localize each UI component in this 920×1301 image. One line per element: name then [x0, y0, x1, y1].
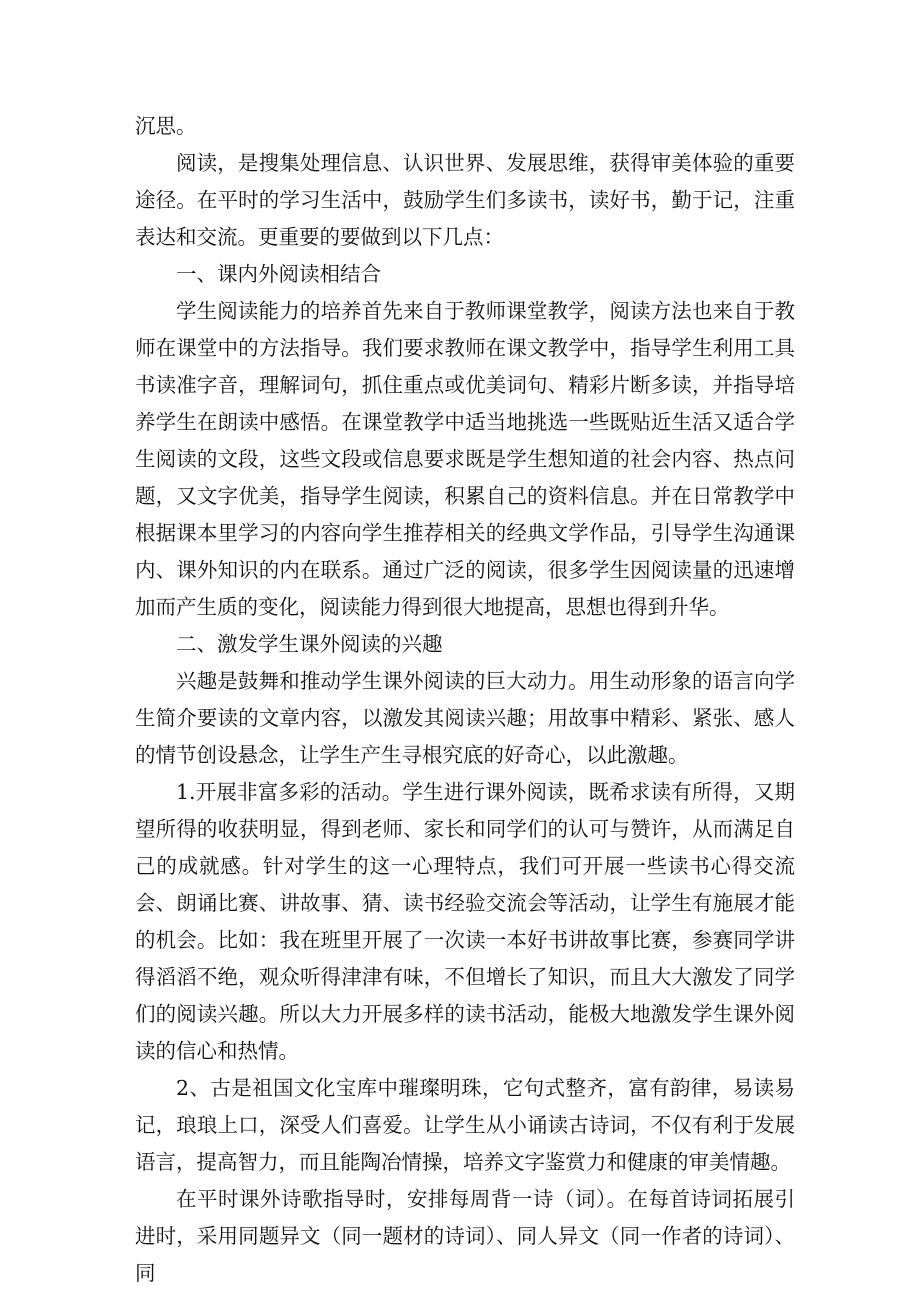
paragraph-activities: 1.开展非富多彩的活动。学生进行课外阅读，既希求读有所得，又期望所得的收获明显，得到老师、家长和同学们的认可与赞许，从而满足自己的成就感。针对学生的这一心理特点，我们可开展一些读书心得交流会、朗诵比赛、讲故事、猜、读书经验交流会等活动，让学生有施展才能的机会。比如：我在班里开展了一次读一本好书讲故事比赛，参赛同学讲得滔滔不绝，观众听得津津有味，不但增长了知识，而且大大激发了同学们的阅读兴趣。所以大力开展多样的读书活动，能极大地激发学生课外阅读的信心和热情。 — [135, 780, 795, 1063]
paragraph-classroom-reading: 学生阅读能力的培养首先来自于教师课堂教学，阅读方法也来自于教师在课堂中的方法指导。我们要求教师在课文教学中，指导学生利用工具书读准字音，理解词句，抓住重点或优美词句、精彩片断多读，并指导培养学生在朗读中感悟。在课堂教学中适当地挑选一些既贴近生活又适合学生阅读的文段，这些文段或信息要求既是学生想知道的社会内容、热点问题，又文字优美，指导学生阅读，积累自己的资料信息。并在日常教学中根据课本里学习的内容向学生推荐相关的经典文学作品，引导学生沟通课内、课外知识的内在联系。通过广泛的阅读，很多学生因阅读量的迅速增加而产生质的变化，阅读能力得到很大地提高，思想也得到升华。 — [135, 299, 795, 619]
section-heading-1: 一、课内外阅读相结合 — [176, 262, 381, 286]
paragraph-interest: 兴趣是鼓舞和推动学生课外阅读的巨大动力。用生动形象的语言向学生简介要读的文章内容，以激发其阅读兴趣；用故事中精彩、紧张、感人的情节创设悬念，让学生产生寻根究底的好奇心，以此激趣。 — [135, 669, 795, 767]
paragraph-poetry-guidance: 在平时课外诗歌指导时，安排每周背一诗（词）。在每首诗词拓展引进时，采用同题异文（同一题材的诗词）、同人异文（同一作者的诗词）、同 — [135, 1187, 795, 1285]
document-body — [135, 108, 795, 1292]
section-heading-2: 二、激发学生课外阅读的兴趣 — [176, 632, 443, 656]
paragraph-ancient-poetry: 2、古是祖国文化宝库中璀璨明珠，它句式整齐，富有韵律，易读易记，琅琅上口，深受人们喜爱。让学生从小诵读古诗词，不仅有利于发展语言，提高智力，而且能陶冶情操，培养文字鉴赏力和健康的审美情趣。 — [135, 1076, 795, 1174]
paragraph-continuation: 沉思。 — [135, 114, 197, 138]
paragraph-reading-intro: 阅读，是搜集处理信息、认识世界、发展思维，获得审美体验的重要途径。在平时的学习生活中，鼓励学生们多读书，读好书，勤于记，注重表达和交流。更重要的要做到以下几点： — [135, 151, 795, 249]
